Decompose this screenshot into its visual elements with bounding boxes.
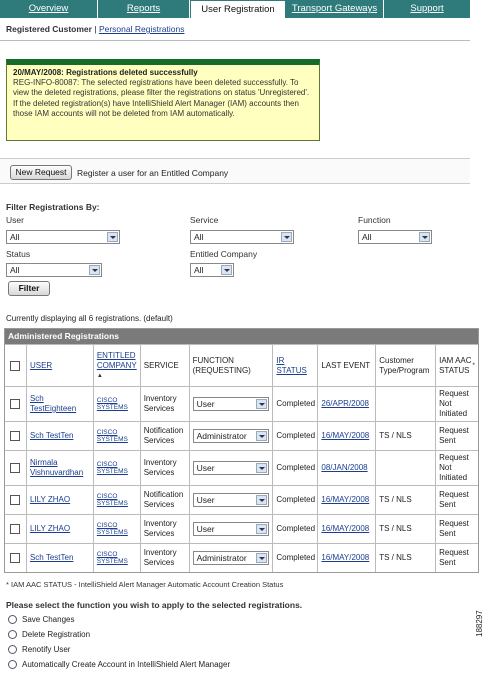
main-tab-bar [0,0,470,18]
table-row [5,485,478,514]
table-header-row [5,344,478,386]
header-ir-status [273,345,318,386]
filter-entitled-value: All [194,265,204,275]
chevron-down-icon [256,431,267,441]
ir-status-cell: Completed [273,451,318,485]
company-link[interactable]: CISCO SYSTEMS [96,550,128,565]
iam-status-cell: Request Not Initiated [439,453,469,482]
new-request-bar [0,158,470,184]
header-service: SERVICE [141,345,190,386]
chevron-down-icon [256,524,267,534]
header-customer-type: Customer Type/Program [376,345,436,386]
last-event-cell [318,451,376,485]
last-event-link[interactable]: 16/MAY/2008 [321,524,370,533]
last-event-link[interactable]: 08/JAN/2008 [321,463,368,472]
filter-function-value: All [362,232,372,242]
last-event-link[interactable]: 16/MAY/2008 [321,553,370,562]
last-event-link[interactable]: 26/APR/2008 [321,399,369,408]
service-cell: Inventory Services [141,387,190,421]
filter-entitled-select[interactable] [190,263,234,277]
function-select[interactable] [193,551,269,565]
user-link[interactable]: Sch TestTen [29,553,74,562]
user-link[interactable]: LILY ZHAO [29,524,71,533]
customer-type-cell [376,387,436,421]
filter-user-value: All [10,232,20,242]
function-value: Administrator [196,431,247,441]
table-row [5,514,478,543]
last-event-cell [318,422,376,450]
user-cell [27,544,94,572]
radio-button[interactable] [8,615,17,624]
figure-number: 188297 [475,610,484,637]
customer-type-cell: TS / NLS [376,422,436,450]
select-all-cell [5,345,27,386]
radio-button[interactable] [8,660,17,669]
apply-title: Please select the function you wish to apply to the selected registrations. [6,600,303,610]
function-select[interactable] [193,429,269,443]
table-title: Administered Registrations [5,329,478,344]
tab-user-registration[interactable]: User Registration [190,0,286,18]
last-event-link[interactable]: 16/MAY/2008 [321,431,370,440]
option-create-iam-account[interactable] [8,660,230,669]
filter-service-label: Service [190,215,219,225]
user-cell [27,387,94,421]
function-cell [190,387,274,421]
table-body [5,386,478,572]
last-event-link[interactable]: 16/MAY/2008 [321,495,370,504]
user-cell [27,515,94,543]
user-cell [27,451,94,485]
ir-status-cell: Completed [273,422,318,450]
chevron-down-icon [419,232,430,242]
function-cell [190,544,274,572]
option-label: Automatically Create Account in IntelliShield Alert Manager [22,660,231,669]
company-link[interactable]: CISCO SYSTEMS [96,396,128,411]
filter-function-select[interactable] [358,230,432,244]
function-cell [190,451,274,485]
success-alert [6,59,320,141]
function-cell [190,486,274,514]
customer-type-cell: TS / NLS [376,486,436,514]
option-label: Save Changes [22,615,75,624]
radio-button[interactable] [8,630,17,639]
row-checkbox[interactable] [10,524,20,534]
new-request-button[interactable]: New Request [10,165,72,180]
iam-status-cell: Request Sent [439,519,469,538]
row-checkbox[interactable] [10,399,20,409]
iam-status-cell: Request Sent [439,548,469,567]
filter-service-value: All [194,232,204,242]
function-value: Administrator [196,553,247,563]
last-event-cell [318,387,376,421]
chevron-down-icon [256,463,267,473]
function-value: User [196,524,215,534]
registrations-table [4,328,479,573]
function-value: User [196,399,215,409]
user-link[interactable]: Sch TestEighteen [29,394,77,413]
chevron-down-icon [89,265,100,275]
table-row [5,450,478,485]
chevron-down-icon [221,265,232,275]
header-iam-asterisk: * [472,361,475,369]
function-select[interactable] [193,522,269,536]
iam-status-cell: Request Sent [439,426,469,445]
header-iam-status-label: IAM AAC STATUS [439,355,472,375]
header-user [27,345,94,386]
user-cell [27,486,94,514]
header-entitled-link[interactable]: ENTITLED COMPANY [96,350,137,370]
company-cell [94,486,141,514]
company-cell [94,544,141,572]
option-renotify-user[interactable] [8,645,70,654]
display-count-text: Currently displaying all 6 registrations. (default) [6,314,173,323]
function-value: User [196,463,215,473]
user-link[interactable]: Sch TestTen [29,431,74,440]
user-link[interactable]: LILY ZHAO [29,495,71,504]
header-ir-status-link[interactable]: IR STATUS [276,355,307,375]
filter-title: Filter Registrations By: [6,202,100,212]
function-select[interactable] [193,397,269,411]
alert-title: 20/MAY/2008: Registrations deleted successfully [13,68,198,77]
select-all-checkbox[interactable] [10,361,20,371]
sub-navigation [6,24,184,34]
row-select-cell [5,486,27,514]
chevron-down-icon [256,495,267,505]
header-user-link[interactable]: USER [29,360,53,370]
ir-status-cell: Completed [273,387,318,421]
new-request-description: Register a user for an Entitled Company [77,168,229,178]
row-select-cell [5,451,27,485]
function-cell [190,515,274,543]
tab-support[interactable]: Support [410,3,444,14]
tab-transport-gateways[interactable]: Transport Gateways [286,0,384,18]
company-cell [94,422,141,450]
service-cell: Inventory Services [141,515,190,543]
customer-type-cell [376,451,436,485]
header-function: FUNCTION (REQUESTING) [190,345,274,386]
row-checkbox[interactable] [10,463,20,473]
service-cell: Inventory Services [141,544,190,572]
iam-status-cell: Request Not Initiated [439,389,469,418]
footnote: * IAM AAC STATUS - IntelliShield Alert Manager Automatic Account Creation Status [6,580,284,589]
company-link[interactable]: CISCO SYSTEMS [96,460,128,475]
subnav-separator: | [94,24,97,34]
sort-ascending-icon: ▲ [96,372,103,379]
filter-service-select[interactable] [190,230,294,244]
function-value: User [196,495,215,505]
alert-body: REG-INFO-80087: The selected registrations have been deleted successfully. To view the deleted registrations, please filter the registrations on status 'Unregistered'. If the deleted registration(s) have IntelliShield Alert Manager (IAM) accounts then those IAM accounts will not be deleted from IAM automatically. [13,78,310,118]
chevron-down-icon [281,232,292,242]
header-last-event: LAST EVENT [318,345,376,386]
row-select-cell [5,544,27,572]
header-divider [0,40,470,41]
option-label: Delete Registration [22,630,91,639]
tab-overview[interactable]: Overview [0,0,98,18]
filter-status-label: Status [6,249,31,259]
filter-function-label: Function [358,215,391,225]
header-iam-status [436,345,478,386]
last-event-cell [318,515,376,543]
service-cell: Notification Services [141,486,190,514]
service-cell: Inventory Services [141,451,190,485]
chevron-down-icon [256,399,267,409]
company-link[interactable]: CISCO SYSTEMS [96,492,128,507]
iam-status-cell: Request Sent [439,490,469,509]
radio-button[interactable] [8,645,17,654]
ir-status-cell: Completed [273,486,318,514]
user-link[interactable]: Nirmala Vishnuvardhan [29,458,84,477]
function-select[interactable] [193,461,269,475]
row-checkbox[interactable] [10,431,20,441]
filter-entitled-label: Entitled Company [190,249,258,259]
option-delete-registration[interactable] [8,630,90,639]
last-event-cell [318,486,376,514]
function-cell [190,422,274,450]
subnav-personal-registrations-link[interactable]: Personal Registrations [98,24,185,34]
company-link[interactable]: CISCO SYSTEMS [96,521,128,536]
filter-status-select[interactable] [6,263,102,277]
table-row [5,386,478,421]
table-row [5,543,478,572]
header-entitled [94,345,141,386]
company-cell [94,451,141,485]
chevron-down-icon [107,232,118,242]
row-select-cell [5,515,27,543]
company-cell [94,515,141,543]
filter-user-label: User [6,215,24,225]
row-select-cell [5,387,27,421]
ir-status-cell: Completed [273,544,318,572]
function-select[interactable] [193,493,269,507]
chevron-down-icon [256,553,267,563]
customer-type-cell: TS / NLS [376,544,436,572]
company-link[interactable]: CISCO SYSTEMS [96,428,128,443]
user-cell [27,422,94,450]
customer-type-cell: TS / NLS [376,515,436,543]
subnav-current: Registered Customer [6,24,92,34]
filter-status-value: All [10,265,20,275]
option-save-changes[interactable] [8,615,74,624]
row-select-cell [5,422,27,450]
row-checkbox[interactable] [10,553,20,563]
ir-status-cell: Completed [273,515,318,543]
filter-user-select[interactable] [6,230,120,244]
last-event-cell [318,544,376,572]
service-cell: Notification Services [141,422,190,450]
filter-button[interactable]: Filter [8,281,50,296]
tab-reports[interactable]: Reports [98,0,190,18]
option-label: Renotify User [22,645,71,654]
row-checkbox[interactable] [10,495,20,505]
table-row [5,421,478,450]
company-cell [94,387,141,421]
